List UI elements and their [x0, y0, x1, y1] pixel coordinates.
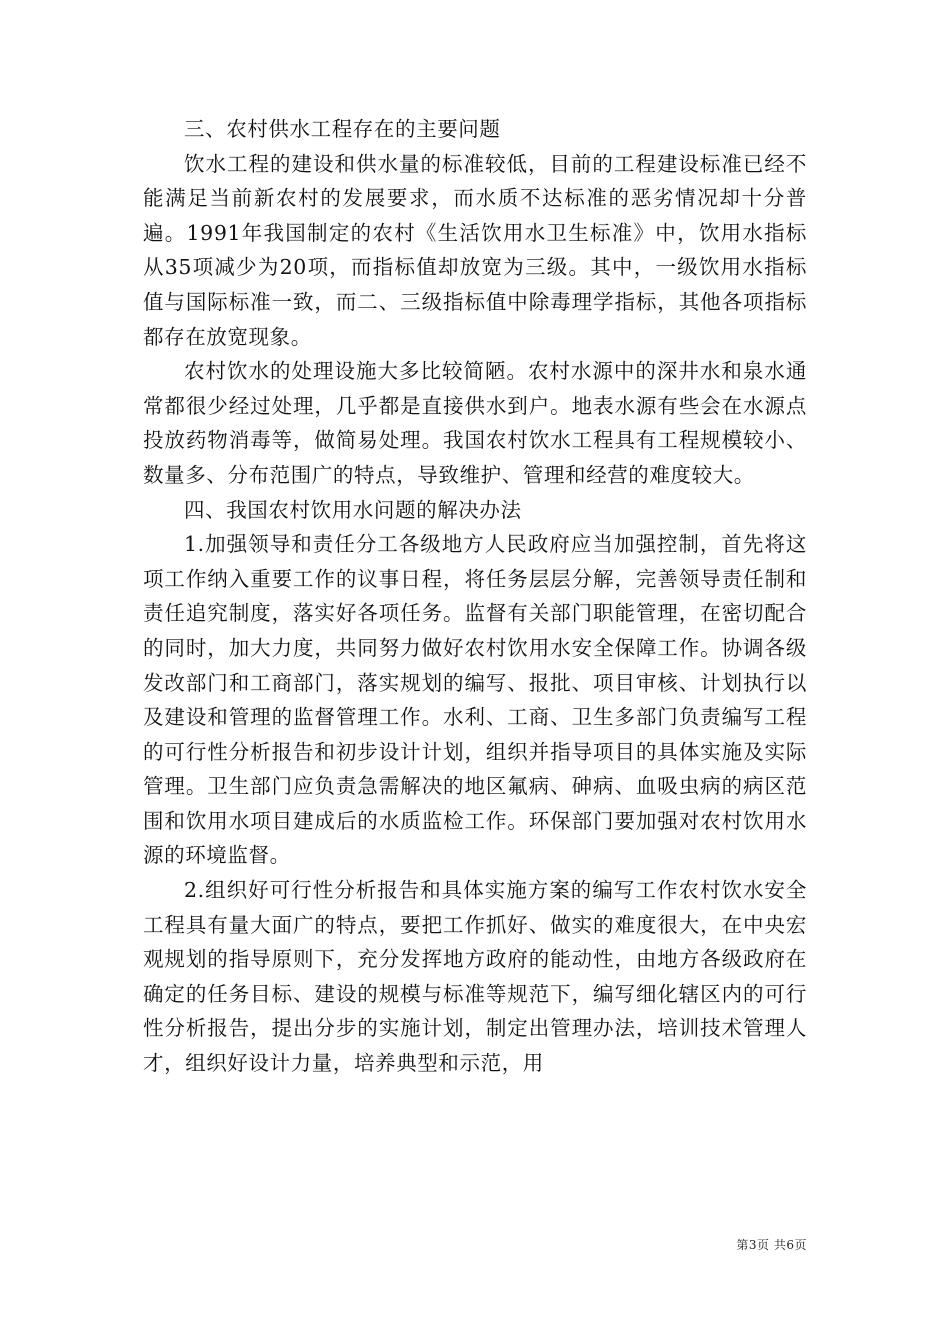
paragraph-leadership: 1.加强领导和责任分工各级地方人民政府应当加强控制，首先将这项工作纳入重要工作的议事日程，将任务层层分解，完善领导责任制和责任追究制度，落实好各项任务。监督有关部门职能管理，在密切配合的同时，加大力度，共同努力做好农村饮用水安全保障工作。协调各级发改部门和工商部门，落实规划的编写、报批、项目审核、计划执行以及建设和管理的监督管理工作。水利、工商、卫生多部门负责编写工程的可行性分析报告和初步设计计划，组织并指导项目的具体实施及实际管理。卫生部门应负责急需解决的地区氟病、砷病、血吸虫病的病区范围和饮用水项目建成后的水质监检工作。环保部门要加强对农村饮用水源的环境监督。	[143, 532, 807, 868]
document-body	[143, 112, 807, 1081]
paragraph-water-standards: 饮水工程的建设和供水量的标准较低，目前的工程建设标准已经不能满足当前新农村的发展要求，而水质不达标准的恶劣情况却十分普遍。1991年我国制定的农村《生活饮用水卫生标准》中，饮用水指标从35项减少为20项，而指标值却放宽为三级。其中，一级饮用水指标值与国际标准一致，而二、三级指标值中除毒理学指标，其他各项指标都存在放宽现象。	[143, 151, 807, 349]
section-heading-3: 三、农村供水工程存在的主要问题	[184, 117, 501, 141]
paragraph-treatment-facilities: 农村饮水的处理设施大多比较简陋。农村水源中的深井水和泉水通常都很少经过处理，几乎都是直接供水到户。地表水源有些会在水源点投放药物消毒等，做简易处理。我国农村饮水工程具有工程规模较小、数量多、分布范围广的特点，导致维护、管理和经营的难度较大。	[143, 359, 807, 487]
paragraph-feasibility: 2.组织好可行性分析报告和具体实施方案的编写工作农村饮水安全工程具有量大面广的特点，要把工作抓好、做实的难度很大，在中央宏观规划的指导原则下，充分发挥地方政府的能动性，由地方各级政府在确定的任务目标、建设的规模与标准等规范下，编写细化辖区内的可行性分析报告，提出分步的实施计划，制定出管理办法，培训技术管理人才，组织好设计力量，培养典型和示范，用	[143, 878, 807, 1076]
section-heading-4: 四、我国农村饮用水问题的解决办法	[184, 497, 522, 522]
page-number: 第3页 共6页	[736, 1238, 807, 1252]
